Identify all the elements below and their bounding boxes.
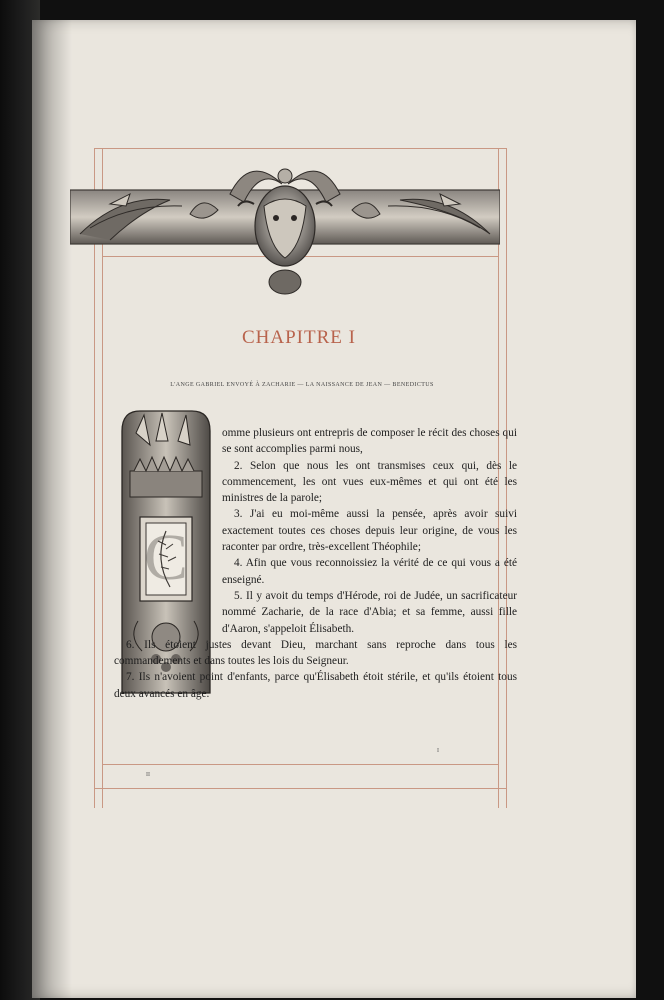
chapter-title: CHAPITRE I — [242, 327, 356, 348]
book-page — [32, 20, 636, 998]
verse-7: 7. Ils n'avoient point d'enfants, parce qu'Élisabeth étoit stérile, et qu'ils étoient tous deux avancés en âge. — [114, 671, 517, 700]
drop-cap-letter: C — [143, 521, 189, 594]
frame-rule-bottom-outer — [94, 788, 507, 789]
verse-5: 5. Il y avoit du temps d'Hérode, roi de Judée, un sacrificateur nommé Zacharie, de la race d'Abia; et sa femme, aussi fille d'Aaron, s'appeloit Élisabeth. — [222, 589, 517, 635]
verse-1: omme plusieurs ont entrepris de composer le récit des choses qui se sont accomplies parmi nous, — [222, 427, 517, 456]
frame-rule-bottom-inner — [102, 764, 499, 765]
verse-6: 6. Ils étoient justes devant Dieu, marchant sans reproche dans tous les commandements et dans toutes les lois du Seigneur. — [114, 638, 517, 668]
signature-mark-right: I — [437, 748, 439, 754]
verse-4: 4. Afin que vous reconnoissiez la vérité de ce qui vous a été enseigné. — [222, 557, 517, 586]
verse-3: 3. J'ai eu moi-même aussi la pensée, après avoir suivi exactement toutes ces choses depuis leur origine, de vous les raconter par ordre, très-excellent Théophile; — [222, 508, 517, 554]
chapter-summary: L'ANGE GABRIEL ENVOYÉ À ZACHARIE — LA NAISSANCE DE JEAN — BENEDICTUS — [170, 382, 434, 388]
page-gutter-shadow — [32, 20, 72, 998]
headpiece-ornament — [70, 154, 500, 300]
verse-2: 2. Selon que nous les ont transmises ceux qui, dès le commencement, les ont vues eux-mêmes et qui ont été les ministres de la parole; — [222, 459, 517, 505]
signature-mark-left: II — [146, 772, 150, 778]
chapter-text — [114, 425, 517, 702]
frame-rule-top-outer — [94, 148, 507, 149]
